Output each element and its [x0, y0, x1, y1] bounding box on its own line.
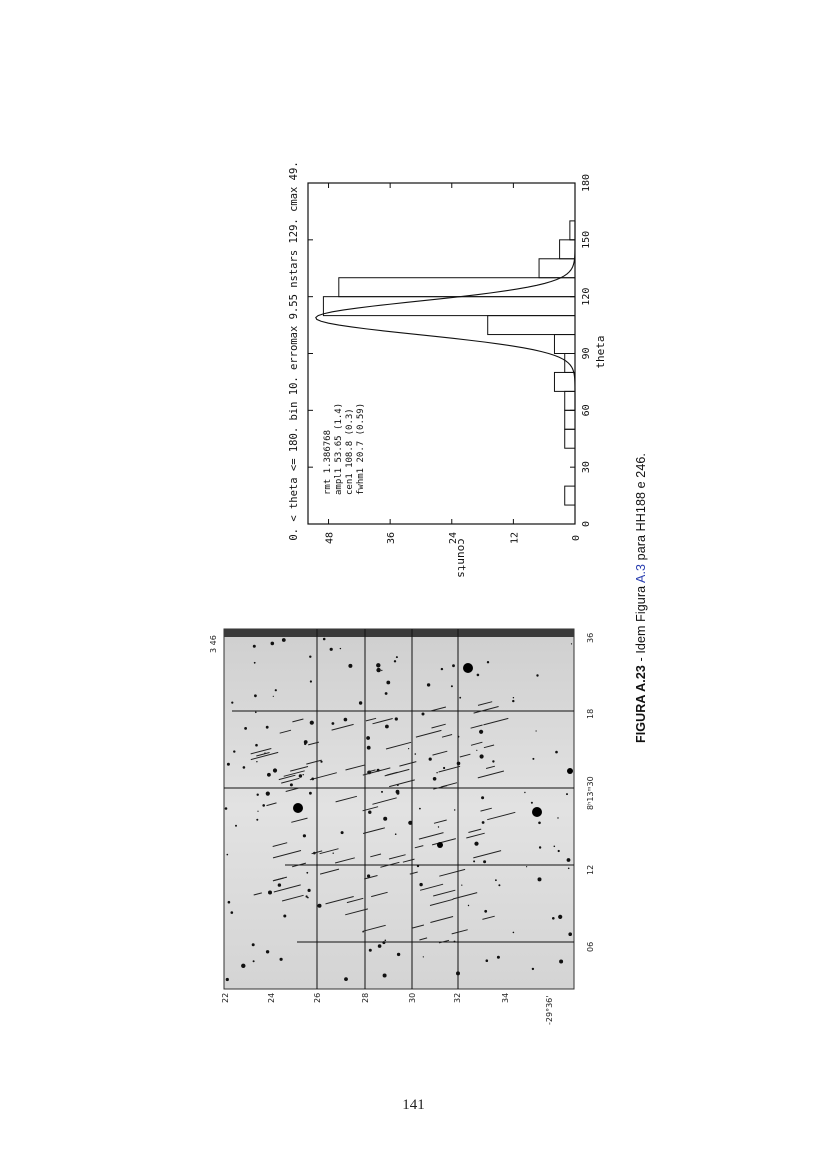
- star: [482, 821, 485, 824]
- dec-label: 32: [453, 992, 462, 1003]
- y-tick-label: 12: [509, 531, 521, 545]
- star: [473, 860, 475, 862]
- star: [280, 958, 283, 961]
- star: [382, 941, 385, 944]
- histogram-bar: [570, 221, 575, 240]
- star: [483, 860, 486, 863]
- star: [271, 642, 275, 646]
- star: [332, 722, 335, 725]
- star: [255, 712, 257, 714]
- star: [233, 750, 235, 752]
- star: [228, 901, 231, 904]
- histogram-bar: [339, 278, 575, 297]
- star: [306, 895, 308, 897]
- star: [383, 974, 387, 978]
- star: [333, 853, 334, 854]
- star: [256, 819, 258, 821]
- ra-label: 8ʰ13ᵐ30: [586, 776, 595, 810]
- star: [532, 758, 534, 760]
- star: [266, 792, 270, 796]
- star: [526, 866, 527, 867]
- star: [381, 670, 382, 671]
- figure-label: FIGURA A.23: [634, 665, 648, 744]
- fit-annotation: [323, 403, 366, 495]
- star: [282, 638, 286, 642]
- ra-label: 36: [586, 632, 595, 643]
- star: [235, 825, 237, 827]
- caption-text-end: para HH188 e 246.: [634, 452, 648, 564]
- star: [552, 917, 555, 920]
- dec-label: -29°36': [545, 995, 554, 1025]
- star: [394, 660, 396, 662]
- star: [367, 746, 371, 750]
- star: [492, 760, 494, 762]
- star: [524, 792, 525, 793]
- bright-star: [293, 803, 303, 813]
- x-axis-label: theta: [594, 335, 607, 369]
- star: [436, 772, 437, 773]
- star: [376, 668, 380, 672]
- star: [386, 681, 390, 685]
- star: [454, 941, 456, 943]
- histogram-bar: [565, 486, 575, 505]
- star: [487, 661, 489, 663]
- star: [303, 834, 306, 837]
- star: [227, 854, 229, 856]
- y-tick-label: 24: [447, 531, 459, 545]
- star: [273, 768, 277, 772]
- star: [310, 680, 312, 682]
- star: [558, 850, 560, 852]
- star: [318, 904, 322, 908]
- optical-image-panel: [210, 625, 600, 1030]
- star: [303, 774, 304, 775]
- star: [266, 950, 269, 953]
- star: [359, 701, 362, 704]
- star: [474, 842, 478, 846]
- star: [532, 968, 534, 970]
- y-axis-label: counts: [455, 538, 468, 578]
- annotation-fwhm1: fwhm1 20.7 (0.59): [356, 402, 366, 495]
- star: [568, 932, 572, 936]
- dec-labels: [221, 993, 554, 1025]
- star: [571, 643, 572, 644]
- histogram-bar: [565, 391, 575, 410]
- x-tick-label: 30: [581, 461, 592, 474]
- bright-star: [437, 842, 443, 848]
- star: [408, 748, 409, 749]
- star: [476, 750, 477, 751]
- star: [443, 767, 445, 769]
- star: [495, 879, 497, 881]
- annotation-cen1: cen1 108.8 (0.3): [345, 408, 355, 495]
- star: [348, 664, 352, 668]
- histogram-bar: [323, 297, 575, 316]
- x-tick-label: 180: [581, 173, 592, 193]
- dec-label: 28: [361, 992, 370, 1003]
- histogram-bar: [554, 335, 575, 354]
- star: [441, 668, 443, 670]
- star: [456, 971, 460, 975]
- star: [419, 808, 421, 810]
- star: [461, 885, 462, 886]
- star: [369, 949, 372, 952]
- y-tick-label: 36: [386, 531, 398, 545]
- star: [368, 811, 371, 814]
- ra-labels: [586, 633, 595, 952]
- star: [554, 846, 556, 848]
- star: [481, 796, 484, 799]
- star: [308, 889, 311, 892]
- star: [381, 791, 383, 793]
- star: [568, 868, 570, 870]
- x-tick-label: 0: [581, 520, 592, 528]
- ra-label: 18: [586, 708, 595, 719]
- star: [423, 956, 424, 957]
- figure-reference-link[interactable]: A.3: [634, 563, 648, 583]
- star: [243, 766, 246, 769]
- histogram-bar: [554, 372, 575, 391]
- star: [304, 743, 306, 745]
- star: [555, 751, 558, 754]
- star: [255, 744, 258, 747]
- star: [231, 702, 233, 704]
- caption-text: - Idem Figura: [634, 582, 648, 666]
- star: [429, 758, 432, 761]
- histogram-bar: [560, 240, 575, 259]
- star: [252, 943, 255, 946]
- star: [309, 792, 312, 795]
- histogram-chart: [270, 150, 620, 578]
- bright-star: [463, 663, 473, 673]
- ra-label: 12: [586, 864, 595, 875]
- page-number: 141: [402, 1097, 425, 1113]
- annotation-ampl1: ampl1 53.65 (1.4): [334, 402, 344, 495]
- bright-star: [532, 807, 542, 817]
- star: [262, 804, 265, 807]
- star: [567, 858, 571, 862]
- star: [538, 877, 542, 881]
- star: [257, 811, 258, 812]
- star: [257, 794, 259, 796]
- corner-label: 3 46: [209, 635, 218, 653]
- y-tick-label: 0: [571, 534, 582, 542]
- star: [480, 754, 484, 758]
- star: [385, 725, 389, 729]
- star: [378, 944, 382, 948]
- star: [227, 763, 230, 766]
- star: [452, 664, 455, 667]
- star: [275, 689, 277, 691]
- histogram-bar: [565, 410, 575, 429]
- star: [419, 883, 422, 886]
- star: [266, 726, 269, 729]
- star: [457, 762, 461, 766]
- histogram-bar: [539, 259, 575, 278]
- star: [422, 713, 425, 716]
- star: [283, 915, 286, 918]
- star: [558, 915, 562, 919]
- star: [512, 700, 514, 702]
- star: [536, 674, 538, 676]
- star: [299, 774, 302, 777]
- star: [253, 645, 256, 648]
- star: [497, 956, 500, 959]
- star: [323, 638, 326, 641]
- star: [241, 964, 245, 968]
- star: [408, 821, 412, 825]
- star: [468, 905, 469, 906]
- star: [396, 792, 399, 795]
- bright-star: [567, 768, 573, 774]
- star: [290, 783, 293, 786]
- star: [415, 753, 417, 755]
- star: [268, 891, 272, 895]
- dec-label: 26: [313, 992, 322, 1003]
- x-tick-label: 90: [581, 347, 592, 360]
- star: [267, 773, 271, 777]
- star: [427, 683, 430, 686]
- star: [397, 953, 400, 956]
- star: [566, 793, 568, 795]
- star: [254, 662, 256, 664]
- dec-label: 30: [408, 992, 417, 1003]
- star: [395, 717, 398, 720]
- histogram-bar: [565, 429, 575, 448]
- star: [340, 648, 341, 649]
- star: [484, 910, 487, 913]
- star: [438, 826, 439, 827]
- star: [366, 736, 370, 740]
- star: [486, 959, 489, 962]
- star: [513, 932, 515, 934]
- star: [385, 692, 388, 695]
- star: [557, 817, 558, 818]
- star: [256, 761, 257, 762]
- star: [278, 883, 281, 886]
- x-tick-label: 60: [581, 404, 592, 417]
- x-tick-label: 150: [581, 230, 592, 249]
- star: [225, 807, 228, 810]
- star: [396, 656, 398, 658]
- star: [458, 736, 460, 738]
- star: [383, 817, 387, 821]
- star: [344, 718, 348, 722]
- star: [341, 831, 344, 834]
- star: [536, 730, 537, 731]
- star: [309, 656, 311, 658]
- star: [226, 978, 229, 981]
- star: [310, 721, 314, 725]
- star: [320, 761, 322, 763]
- star: [244, 727, 247, 730]
- histogram-bar: [488, 316, 575, 335]
- star: [385, 940, 387, 942]
- dec-label: 22: [221, 992, 230, 1003]
- y-tick-label: 48: [324, 531, 336, 545]
- star: [376, 663, 380, 667]
- star: [254, 694, 257, 697]
- annotation-rmt: rmt 1.386768: [323, 429, 333, 495]
- dec-label: 24: [267, 992, 276, 1003]
- star: [539, 846, 541, 848]
- x-tick-label: 120: [581, 287, 592, 306]
- star: [459, 697, 461, 699]
- star: [395, 833, 397, 835]
- sky-image: [224, 629, 574, 989]
- star: [451, 685, 453, 687]
- star: [231, 911, 234, 914]
- star: [559, 960, 563, 964]
- chart-title: 0. < theta <= 180. bin 10. erromax 9.55 nstars 129. cmax 49.: [288, 161, 300, 541]
- star: [513, 697, 514, 698]
- star: [330, 648, 333, 651]
- star: [433, 777, 437, 781]
- star: [417, 865, 419, 867]
- star: [273, 696, 274, 697]
- star: [306, 872, 308, 874]
- dec-label: 34: [501, 992, 510, 1003]
- star: [477, 674, 480, 677]
- star: [531, 802, 533, 804]
- star: [498, 884, 500, 886]
- ra-label: 06: [586, 941, 595, 952]
- star: [344, 977, 348, 981]
- star: [253, 960, 255, 962]
- star: [454, 809, 455, 810]
- star: [538, 822, 541, 825]
- image-top-band: [224, 629, 574, 637]
- star: [479, 730, 483, 734]
